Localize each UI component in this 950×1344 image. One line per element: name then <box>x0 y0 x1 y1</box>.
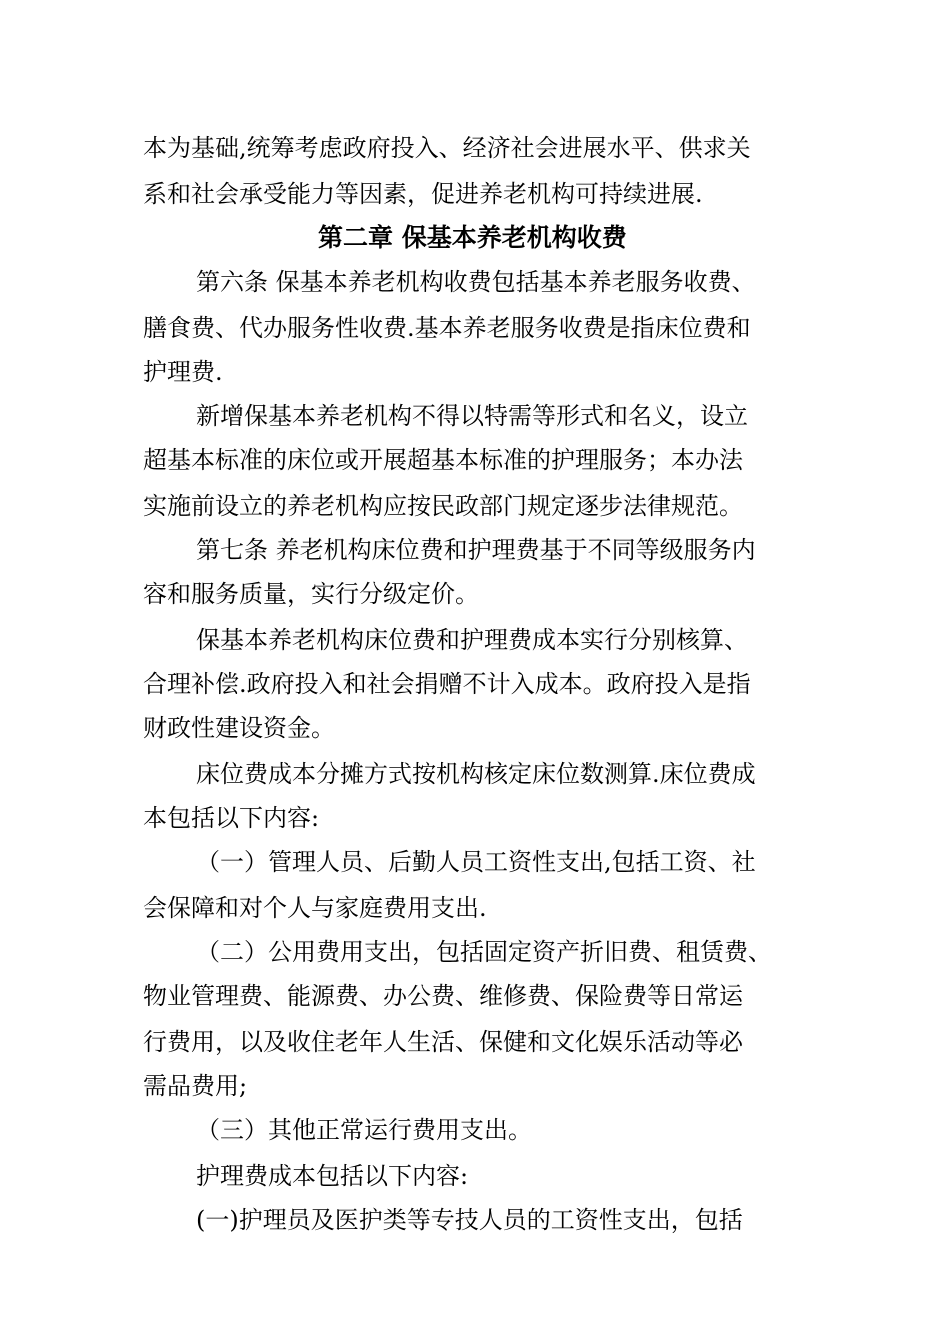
body-line: 行费用，以及收住老年人生活、保健和文化娱乐活动等必 <box>143 1028 743 1056</box>
body-line: 第七条 养老机构床位费和护理费基于不同等级服务内 <box>196 536 756 564</box>
body-line: （二）公用费用支出，包括固定资产折旧费、租赁费、 <box>196 938 772 966</box>
body-line: 护理费成本包括以下内容: <box>196 1162 469 1190</box>
body-line: 保基本养老机构床位费和护理费成本实行分别核算、 <box>196 626 748 654</box>
body-line: 需品费用; <box>143 1072 248 1100</box>
body-line: 第六条 保基本养老机构收费包括基本养老服务收费、 <box>196 268 756 296</box>
body-line: 实施前设立的养老机构应按民政部门规定逐步法律规范。 <box>143 492 743 520</box>
body-line: 会保障和对个人与家庭费用支出. <box>143 894 487 922</box>
body-line: （三）其他正常运行费用支出。 <box>196 1116 532 1144</box>
body-line: 财政性建设资金。 <box>143 714 335 742</box>
body-line: 膳食费、代办服务性收费.基本养老服务收费是指床位费和 <box>143 314 751 342</box>
body-line: 超基本标准的床位或开展超基本标准的护理服务；本办法 <box>143 446 743 474</box>
body-line: 合理补偿.政府投入和社会捐赠不计入成本。政府投入是指 <box>143 670 751 698</box>
body-line: 新增保基本养老机构不得以特需等形式和名义，设立 <box>196 402 748 430</box>
body-line: 本为基础,统筹考虑政府投入、经济社会进展水平、供求关 <box>143 134 751 162</box>
body-line: 护理费. <box>143 358 223 386</box>
body-line: 床位费成本分摊方式按机构核定床位数测算.床位费成 <box>196 760 756 788</box>
chapter-heading: 第二章 保基本养老机构收费 <box>318 223 627 252</box>
body-line: （一）管理人员、后勤人员工资性支出,包括工资、社 <box>196 848 756 876</box>
body-line: 系和社会承受能力等因素，促进养老机构可持续进展. <box>143 180 703 208</box>
body-line: 本包括以下内容: <box>143 804 320 832</box>
body-line: 容和服务质量，实行分级定价。 <box>143 580 479 608</box>
body-line: (一)护理员及医护类等专技人员的工资性支出，包括 <box>196 1206 743 1234</box>
body-line: 物业管理费、能源费、办公费、维修费、保险费等日常运 <box>143 982 743 1010</box>
